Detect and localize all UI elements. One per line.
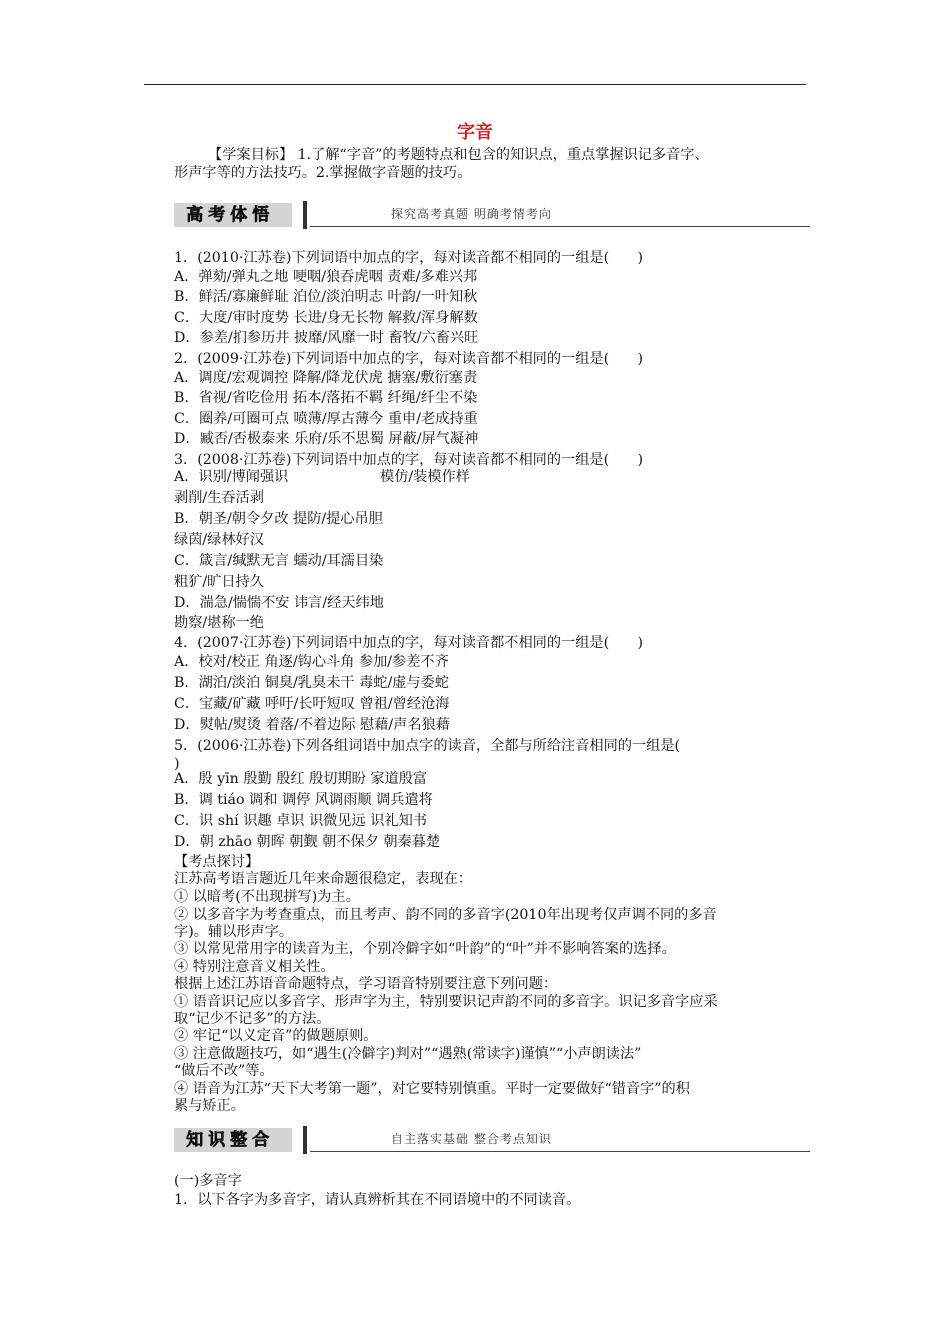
q1-option-c: C．大度/审时度势 长进/身无长物 解救/浑身解数 [174, 310, 478, 326]
banner-title: 高考体悟 [186, 205, 274, 225]
analysis-line-9b: “做后不改”等。 [174, 1063, 274, 1079]
q3-option-b-part1: B．朝圣/朝令夕改 提防/提心吊胆 [174, 511, 383, 527]
analysis-line-6: 根据上述江苏语音命题特点，学习语音特别要注意下列问题： [174, 976, 558, 992]
analysis-line-10b: 累与矫正。 [174, 1098, 245, 1114]
banner-title: 知识整合 [186, 1130, 274, 1150]
q3-option-d-part2: 勘察/堪称一绝 [174, 615, 264, 631]
q3-option-a-part1: A．识别/博闻强识 [174, 469, 289, 485]
banner-rule [310, 1151, 810, 1152]
analysis-line-10a: ④ 语音为江苏“天下大考第一题”，对它要特别慎重。平时一定要做好“错音字”的积 [174, 1081, 690, 1097]
analysis-line-4: ③ 以常见常用字的读音为主，个别冷僻字如“叶韵”的“叶”并不影响答案的选择。 [174, 941, 676, 957]
analysis-line-3b: 字)。辅以形声字。 [174, 924, 294, 940]
section-line: 1．以下各字为多音字，请认真辨析其在不同语境中的不同读音。 [174, 1192, 581, 1208]
question-3: 3．(2008·江苏卷)下列词语中加点的字，每对读音都不相同的一组是( ) [174, 452, 644, 468]
q5-option-d: D．朝 zhāo 朝晖 朝觐 朝不保夕 朝秦暮楚 [174, 834, 441, 850]
question-2: 2．(2009·江苏卷)下列词语中加点的字，每对读音都不相同的一组是( ) [174, 351, 644, 367]
q4-option-c: C．宝藏/矿藏 呼吁/长吁短叹 曾祖/曾经沧海 [174, 696, 450, 712]
banner-subtitle: 探究高考真题 明确考情考向 [391, 207, 552, 221]
q4-option-d: D．熨帖/熨烫 着落/不着边际 慰藉/声名狼藉 [174, 717, 450, 733]
objective-line-1: 【学案目标】 1.了解“字音”的考题特点和包含的知识点，重点掌握识记多音字、 [208, 147, 709, 163]
banner-knowledge [174, 1125, 814, 1155]
banner-divider [303, 201, 307, 229]
question-4: 4．(2007·江苏卷)下列词语中加点的字，每对读音都不相同的一组是( ) [174, 635, 644, 651]
q3-option-c-part1: C．箴言/缄默无言 蠕动/耳濡目染 [174, 553, 384, 569]
question-5-cont: ) [174, 756, 180, 772]
q5-option-b: B．调 tiáo 调和 调停 风调雨顺 调兵遣将 [174, 792, 433, 808]
question-1: 1．(2010·江苏卷)下列词语中加点的字，每对读音都不相同的一组是( ) [174, 250, 644, 266]
q3-option-c-part2: 粗犷/旷日持久 [174, 574, 264, 590]
banner-subtitle: 自主落实基础 整合考点知识 [391, 1132, 552, 1146]
q5-option-a: A．殷 yīn 殷勤 殷红 殷切期盼 家道殷富 [174, 771, 428, 787]
q1-option-a: A．弹劾/弹丸之地 哽咽/狼吞虎咽 责难/多难兴邦 [174, 269, 478, 285]
question-5: 5．(2006·江苏卷)下列各组词语中加点字的读音，全都与所给注音相同的一组是( [174, 738, 681, 754]
q3-option-b-part2: 绿茵/绿林好汉 [174, 532, 264, 548]
q4-option-a: A．校对/校正 角逐/钩心斗角 参加/参差不齐 [174, 654, 449, 670]
analysis-heading: 【考点探讨】 [174, 854, 260, 870]
q3-option-d-part1: D．湍急/惴惴不安 讳言/经天纬地 [174, 595, 384, 611]
q1-option-b: B．鲜活/寡廉鲜耻 泊位/淡泊明志 叶韵/一叶知秋 [174, 289, 478, 305]
analysis-line-2: ① 以暗考(不出现拼写)为主。 [174, 889, 360, 905]
q3-option-a-part2: 模仿/装模作样 [380, 469, 470, 485]
banner-exam-review [174, 200, 814, 230]
q2-option-b: B．省视/省吃俭用 拓本/落拓不羁 纤绳/纤尘不染 [174, 390, 478, 406]
header-rule [144, 84, 806, 85]
q5-option-c: C．识 shí 识趣 卓识 识微见远 识礼知书 [174, 813, 427, 829]
q4-option-b: B．湖泊/淡泊 铜臭/乳臭未干 毒蛇/虚与委蛇 [174, 675, 449, 691]
q2-option-a: A．调度/宏观调控 降解/降龙伏虎 搪塞/敷衍塞责 [174, 370, 478, 386]
q3-option-a-part3: 剥削/生吞活剥 [174, 490, 264, 506]
page-title: 字音 [457, 122, 493, 143]
analysis-line-1: 江苏高考语言题近几年来命题很稳定，表现在： [174, 871, 472, 887]
q1-option-d: D．参差/扪参历井 披靡/风靡一时 畜牧/六畜兴旺 [174, 330, 479, 346]
section-heading: (一)多音字 [174, 1173, 242, 1189]
objective-line-2: 形声字等的方法技巧。2.掌握做字音题的技巧。 [174, 165, 472, 181]
banner-divider [303, 1126, 307, 1154]
q2-option-d: D．臧否/否极泰来 乐府/乐不思蜀 屏蔽/屏气凝神 [174, 431, 479, 447]
q2-option-c: C．圈养/可圈可点 喷薄/厚古薄今 重申/老成持重 [174, 411, 478, 427]
analysis-line-5: ④ 特别注意音义相关性。 [174, 959, 335, 975]
analysis-line-9a: ③ 注意做题技巧，如“遇生(冷僻字)判对”“遇熟(常读字)谨慎”“小声朗读法” [174, 1046, 642, 1062]
analysis-line-3a: ② 以多音字为考查重点，而且考声、韵不同的多音字(2010年出现考仅声调不同的多音 [174, 907, 717, 923]
analysis-line-7a: ① 语音识记应以多音字、形声字为主，特别要识记声韵不同的多音字。识记多音字应采 [174, 994, 718, 1010]
analysis-line-7b: 取“记少不记多”的方法。 [174, 1011, 331, 1027]
banner-rule [310, 226, 810, 227]
analysis-line-8: ② 牢记“以义定音”的做题原则。 [174, 1028, 378, 1044]
